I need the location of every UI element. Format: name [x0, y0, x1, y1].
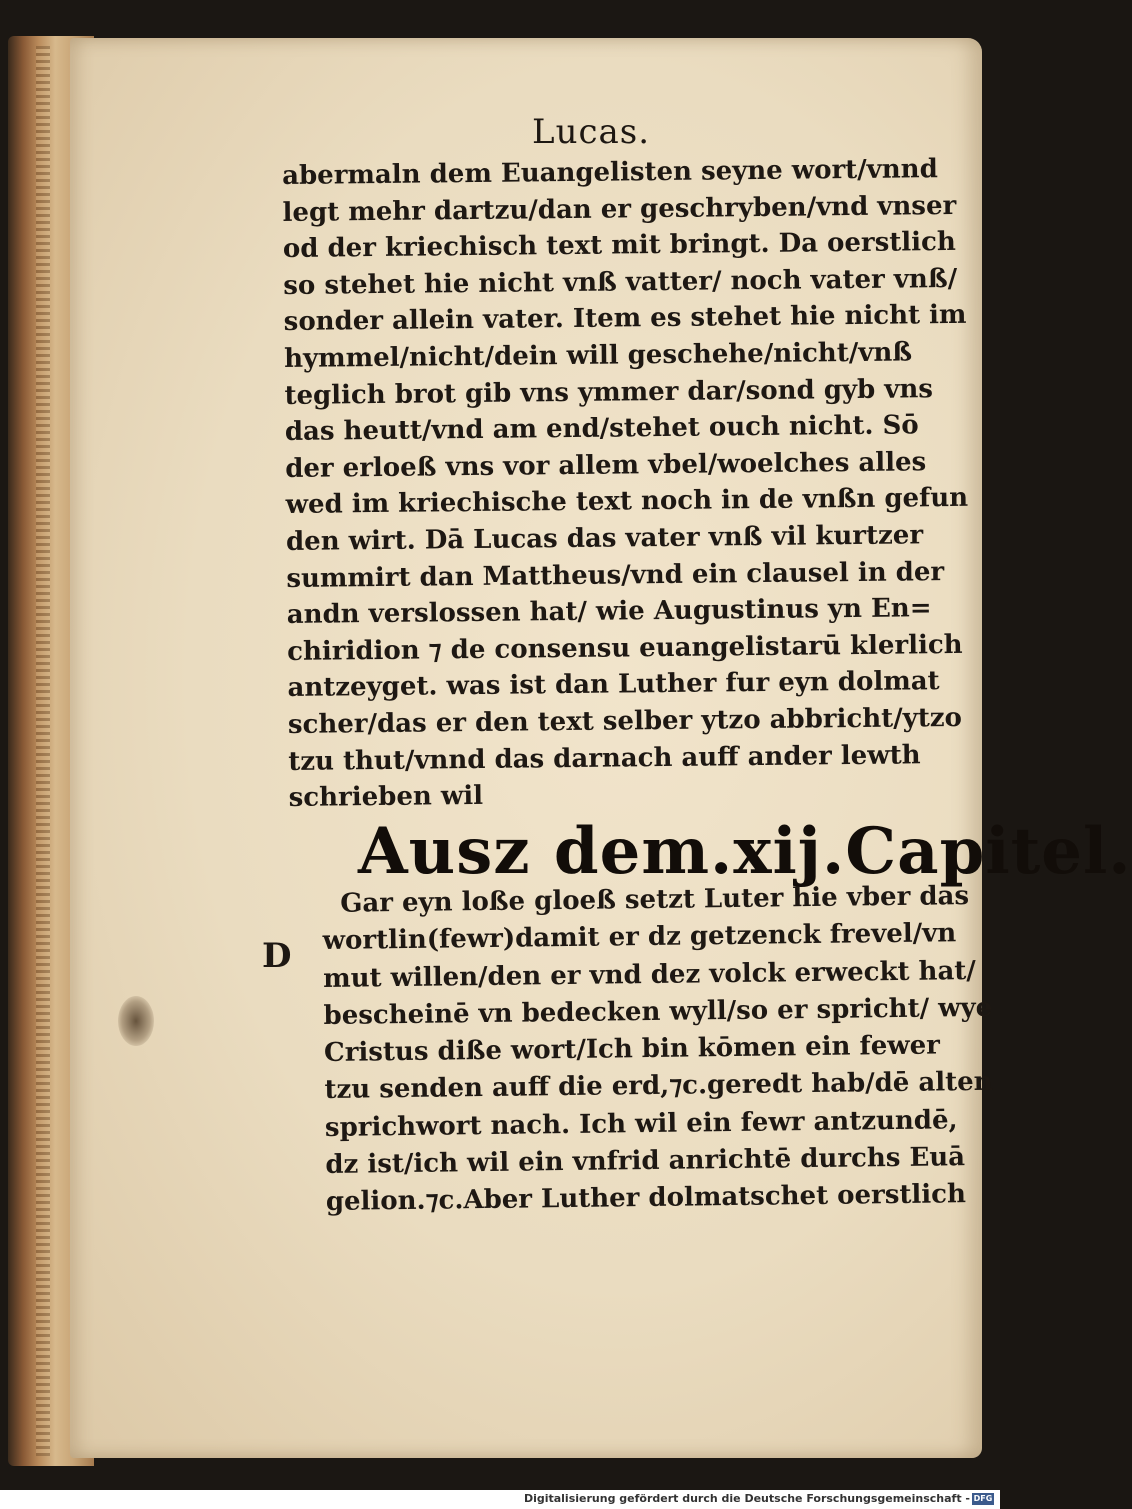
- text-line: der erloeß vns vor allem vbel/woelches alles: [285, 447, 927, 484]
- text-line: wortlin(fewr)damit er dz getzenck frevel/vn: [322, 918, 957, 957]
- text-line: hymmel/nicht/dein will geschehe/nicht/vnß: [283, 337, 913, 374]
- text-line: wed im kriechische text noch in de vnßn gefun: [285, 483, 969, 521]
- text-line: od der kriechisch text mit bringt. Da oerstlich: [282, 227, 956, 265]
- text-line: mut willen/den er vnd dez volck erweckt hat/: [322, 955, 977, 994]
- footer-bar: [0, 1490, 1000, 1509]
- text-line: Gar eyn loße gloeß setzt Luter hie vber das: [340, 881, 970, 919]
- funding-notice: Digitalisierung gefördert durch die Deutsche Forschungsgemeinschaft -: [523, 1492, 970, 1505]
- text-line: antzeyget. was ist dan Luther fur eyn dolmat: [287, 666, 940, 704]
- text-line: legt mehr dartzu/dan er geschryben/vnd vnser: [282, 190, 957, 228]
- dfg-logo-icon: DFG: [973, 1494, 993, 1503]
- text-line: summirt dan Mattheus/vnd ein clausel in der: [286, 556, 945, 594]
- text-line: bescheinē vn bedecken wyll/so er spricht/ wye: [323, 992, 993, 1031]
- text-line: teglich brot gib vns ymmer dar/sond gyb vns: [284, 373, 934, 411]
- running-head: Lucas.: [532, 112, 651, 152]
- text-line: gelion.⁊c.Aber Luther dolmatschet oerstlich: [325, 1179, 967, 1218]
- text-line: so stehet hie nicht vnß vatter/ noch vater vnß/: [283, 263, 958, 301]
- body-text-section-2: [322, 878, 993, 1221]
- text-line: das heutt/vnd am end/stehet ouch nicht. Sō: [284, 410, 919, 448]
- text-line: chiridion ⁊ de consensu euangelistarū klerlich: [287, 629, 963, 667]
- initial-letter: D: [262, 936, 292, 976]
- chapter-heading: Ausz dem.xij.Capitel.: [358, 814, 1132, 889]
- text-line: Cristus diße wort/Ich bin kōmen ein fewer: [323, 1030, 941, 1069]
- text-line: scher/das er den text selber ytzo abbricht/ytzo: [287, 702, 963, 740]
- text-line: andn verslossen hat/ wie Augustinus yn En=: [286, 593, 932, 631]
- text-line: tzu senden auff die erd,⁊c.geredt hab/dē alten: [324, 1067, 993, 1106]
- text-line: tzu thut/vnnd das darnach auff ander lewth: [288, 739, 921, 777]
- text-line: den wirt. Dā Lucas das vater vnß vil kurtzer: [285, 520, 924, 557]
- text-line: dz ist/ich wil ein vnfrid anrichtē durchs Euā: [325, 1142, 966, 1181]
- text-line: sonder allein vater. Item es stehet hie nicht im: [283, 300, 967, 338]
- ink-stain: [118, 996, 154, 1046]
- text-line: sprichwort nach. Ich wil ein fewr antzundē,: [324, 1105, 958, 1143]
- text-line: abermaln dem Euangelisten seyne wort/vnnd: [282, 154, 938, 191]
- body-text-section-1: [282, 151, 969, 817]
- text-line: schrieben wil: [288, 781, 484, 814]
